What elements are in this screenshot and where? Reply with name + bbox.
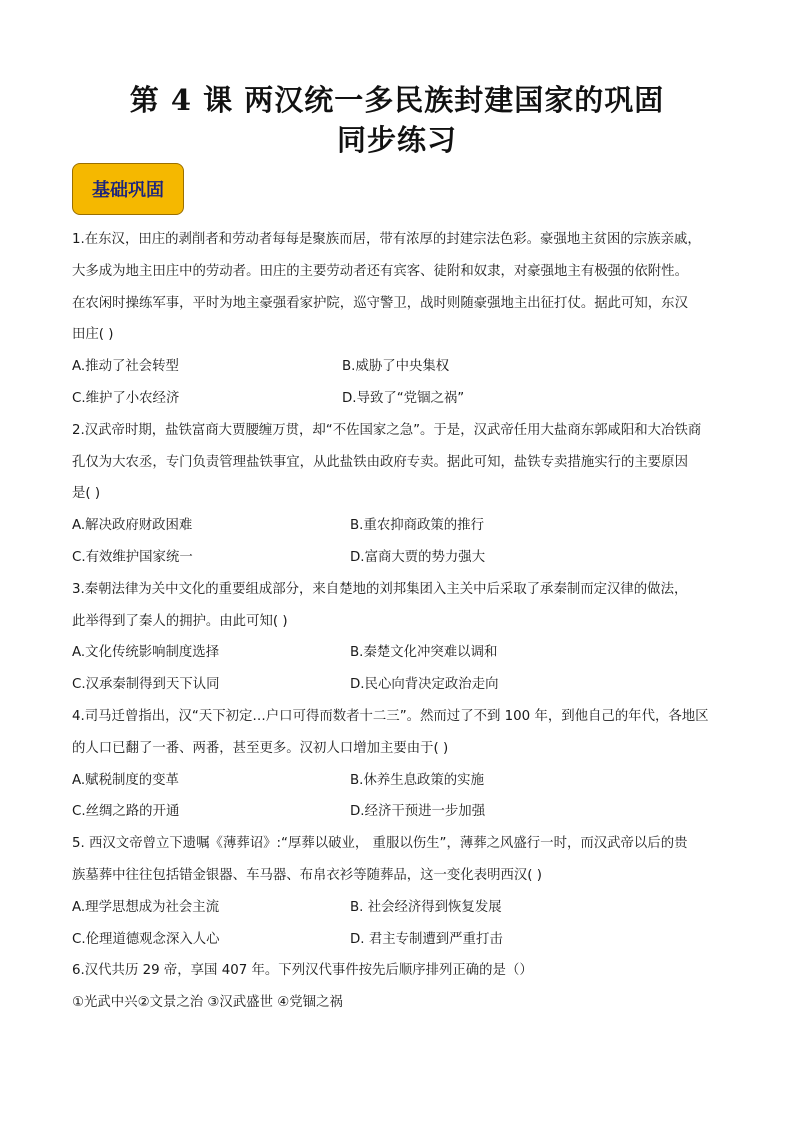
- option-row: [72, 351, 732, 383]
- answer-option[interactable]: B.休养生息政策的实施: [350, 772, 484, 788]
- answer-option[interactable]: B. 社会经济得到恢复发展: [350, 899, 502, 915]
- question-text-line: 此举得到了秦人的拥护。由此可知( ): [72, 613, 288, 629]
- question-text-line: 的人口已翻了一番、两番，甚至更多。汉初人口增加主要由于( ): [72, 740, 449, 756]
- answer-option[interactable]: C.汉承秦制得到天下认同: [72, 677, 220, 693]
- question-1: [72, 224, 732, 415]
- question-text-line: 大多成为地主田庄中的劳动者。田庄的主要劳动者还有宾客、徒附和奴隶，对豪强地主有极强的依附性。: [72, 263, 688, 279]
- option-row: [72, 765, 732, 797]
- answer-option[interactable]: C.维护了小农经济: [72, 390, 180, 406]
- answer-option[interactable]: D.导致了“党锢之祸”: [342, 390, 465, 406]
- option-row: [72, 924, 732, 956]
- section-badge: 基础巩固: [72, 163, 184, 215]
- option-row: [72, 892, 732, 924]
- question-text-line: 2.汉武帝时期，盐铁富商大贾腰缠万贯，却“不佐国家之急”。于是，汉武帝任用大盐商东郭咸阳和大冶铁商: [72, 422, 702, 438]
- option-row: [72, 510, 732, 542]
- option-row: [72, 796, 732, 828]
- answer-option[interactable]: A.解决政府财政困难: [72, 518, 193, 534]
- question-text-line: 6.汉代共历 29 帝，享国 407 年。下列汉代事件按先后顺序排列正确的是（）: [72, 963, 533, 979]
- question-5: [72, 828, 732, 955]
- question-text-line: 田庄( ): [72, 327, 114, 343]
- answer-option[interactable]: D.民心向背决定政治走向: [350, 677, 499, 693]
- question-text-line: 孔仅为大农丞，专门负责管理盐铁事宜，从此盐铁由政府专卖。据此可知，盐铁专卖措施实行的主要原因: [72, 454, 688, 470]
- answer-option[interactable]: A.文化传统影响制度选择: [72, 645, 220, 661]
- option-row: [72, 383, 732, 415]
- question-text-line: 是( ): [72, 486, 101, 502]
- answer-option[interactable]: D.经济干预进一步加强: [350, 804, 486, 820]
- answer-option[interactable]: B.威胁了中央集权: [342, 359, 450, 375]
- question-text-line: 在农闲时操练军事，平时为地主豪强看家护院，巡守警卫，战时则随豪强地主出征打仗。据此可知，东汉: [72, 295, 688, 311]
- answer-option[interactable]: D.富商大贾的势力强大: [350, 549, 486, 565]
- question-list: [72, 224, 732, 1019]
- answer-option[interactable]: B.重农抑商政策的推行: [350, 518, 484, 534]
- question-text-line: ①光武中兴②文景之治 ③汉武盛世 ④党锢之祸: [72, 995, 343, 1011]
- question-3: [72, 574, 732, 701]
- answer-option[interactable]: A.赋税制度的变革: [72, 772, 179, 788]
- question-4: [72, 701, 732, 828]
- option-row: [72, 637, 732, 669]
- page-subtitle: 同步练习: [336, 123, 457, 157]
- answer-option[interactable]: C.丝绸之路的开通: [72, 804, 180, 820]
- question-text-line: 1.在东汉，田庄的剥削者和劳动者每每是聚族而居，带有浓厚的封建宗法色彩。豪强地主贫困的宗族亲戚，: [72, 232, 701, 247]
- answer-option[interactable]: C.有效维护国家统一: [72, 549, 193, 565]
- page-title: 第 4 课 两汉统一多民族封建国家的巩固: [129, 83, 665, 117]
- answer-option[interactable]: C.伦理道德观念深入人心: [72, 931, 220, 947]
- question-text-line: 4.司马迁曾指出，汉“天下初定…户口可得而数者十二三”。然而过了不到 100 年，到他自己的年代，各地区: [72, 708, 709, 724]
- answer-option[interactable]: A.推动了社会转型: [72, 359, 179, 375]
- answer-option[interactable]: B.秦楚文化冲突难以调和: [350, 645, 498, 661]
- question-text-line: 族墓葬中往往包括错金银器、车马器、布帛衣衫等随葬品，这一变化表明西汉( ): [72, 867, 542, 883]
- answer-option[interactable]: A.理学思想成为社会主流: [72, 899, 220, 915]
- question-6: [72, 955, 732, 1019]
- question-2: [72, 415, 732, 574]
- option-row: [72, 542, 732, 574]
- question-text-line: 3.秦朝法律为关中文化的重要组成部分，来自楚地的刘邦集团入主关中后采取了承秦制而定汉律的做法，: [72, 581, 688, 597]
- answer-option[interactable]: D. 君主专制遭到严重打击: [350, 931, 503, 947]
- question-text-line: 5. 西汉文帝曾立下遗嘱《薄葬诏》:“厚葬以破业， 重服以伤生”，薄葬之风盛行一时，而汉武帝以后的贵: [72, 836, 688, 852]
- option-row: [72, 669, 732, 701]
